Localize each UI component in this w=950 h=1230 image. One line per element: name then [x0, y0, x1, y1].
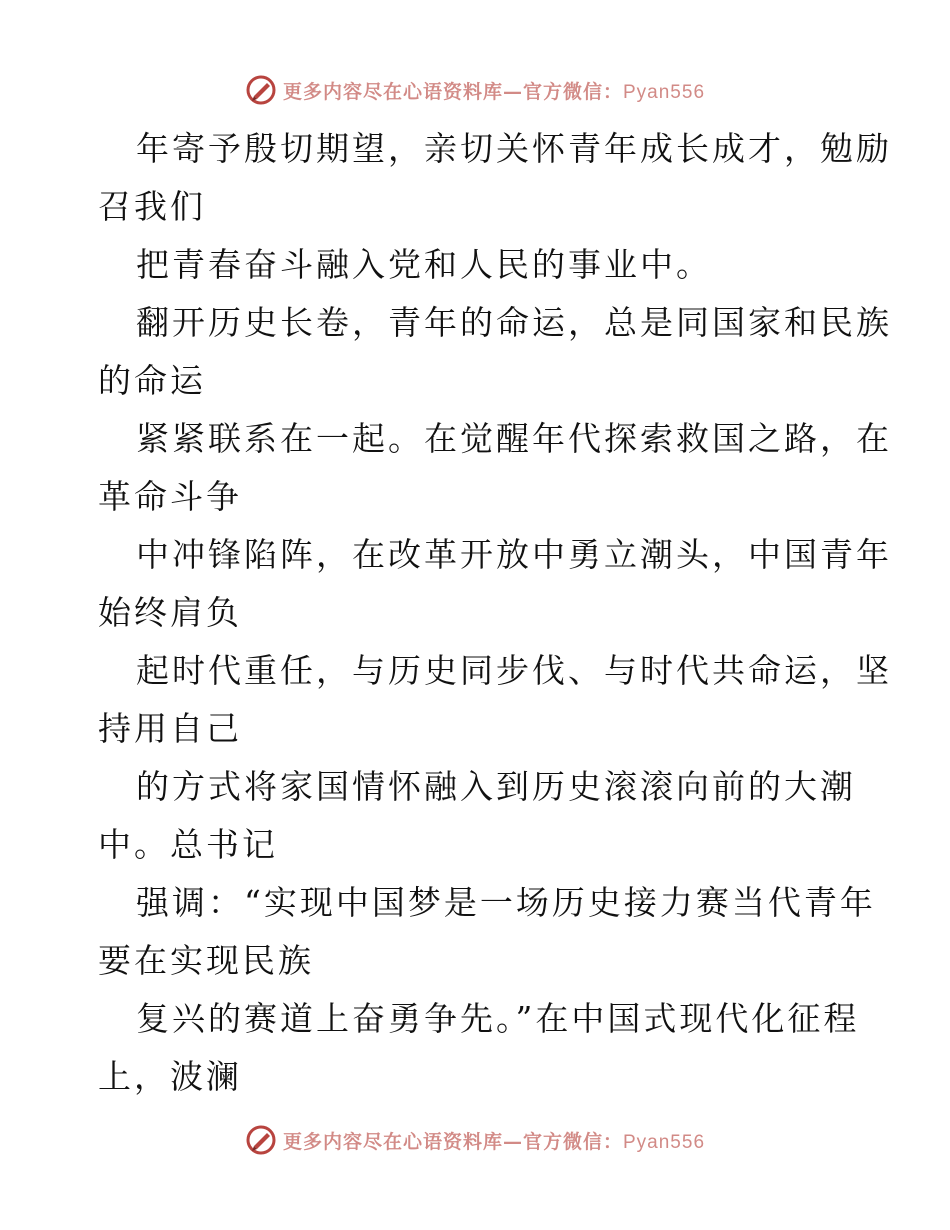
text-line: 上，波澜	[98, 1057, 242, 1096]
text-line: 始终肩负	[98, 593, 242, 632]
text-line: 召我们	[98, 187, 206, 226]
text-line: 翻开历史长卷，青年的命运，总是同国家和民族	[136, 303, 892, 342]
text-line: 的方式将家国情怀融入到历史滚滚向前的大潮	[136, 767, 856, 806]
watermark-text: 更多内容尽在心语资料库—官方微信：Pyan556	[282, 1130, 706, 1153]
text-line: 中。总书记	[98, 825, 278, 864]
watermark-text: 更多内容尽在心语资料库—官方微信：Pyan556	[282, 80, 706, 103]
text-line: 要在实现民族	[98, 941, 314, 980]
text-line: 起时代重任，与历史同步伐、与时代共命运，坚	[136, 651, 892, 690]
text-line: 年寄予殷切期望，亲切关怀青年成长成才，勉励	[136, 129, 892, 168]
text-line: 复兴的赛道上奋勇争先。”在中国式现代化征程	[136, 999, 860, 1038]
document-body	[98, 120, 892, 1106]
text-line: 把青春奋斗融入党和人民的事业中。	[136, 245, 712, 284]
text-line: 强调：“实现中国梦是一场历史接力赛当代青年	[136, 883, 876, 922]
footer-watermark	[0, 1120, 950, 1160]
text-line: 中冲锋陷阵，在改革开放中勇立潮头，中国青年	[136, 535, 892, 574]
text-line: 革命斗争	[98, 477, 242, 516]
logo-icon	[245, 1124, 277, 1156]
text-line: 紧紧联系在一起。在觉醒年代探索救国之路，在	[136, 419, 892, 458]
text-line: 的命运	[98, 361, 206, 400]
logo-icon	[245, 74, 277, 106]
header-watermark	[0, 70, 950, 110]
text-line: 持用自己	[98, 709, 242, 748]
